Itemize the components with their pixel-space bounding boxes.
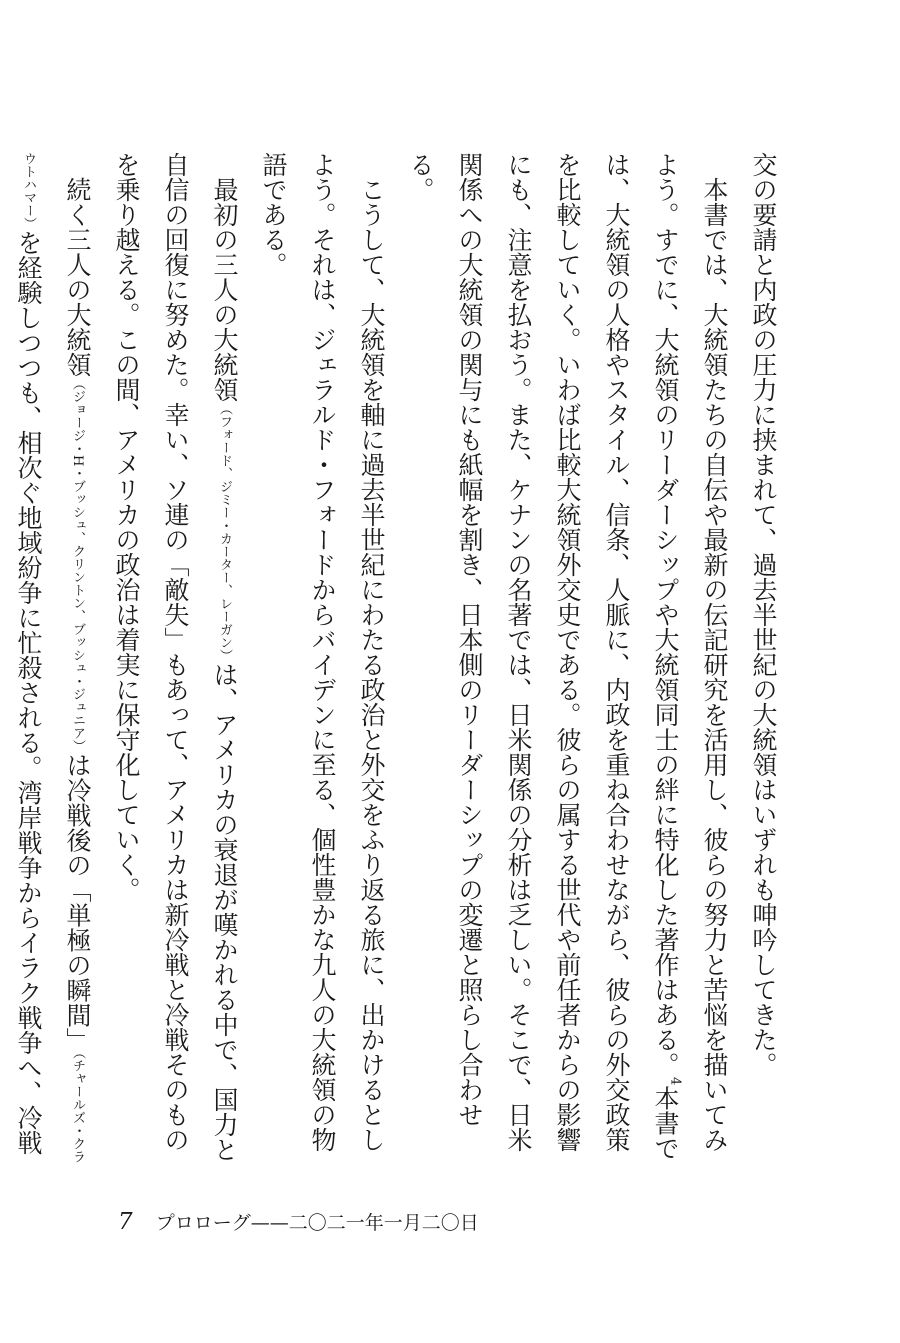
- vertical-body-text: [14, 152, 788, 1172]
- inline-note-krauthammer: （チャールズ・クラウトハマー）: [21, 152, 85, 1163]
- text-run: は、アメリカの衰退が嘆かれる中で、国力と自信の回復に努めた。幸い、ソ連の「敵失」もあって、アメリカは新冷戦と冷戦そのものを乗り越える。この間、アメリカの政治は着実に保守化していく。: [112, 152, 239, 1162]
- text-run: 本書では、大統領たちの自伝や最新の伝記研究を活用し、彼らの努力と苦悩を描いてみよう。すでに、大統領のリーダーシップや大統領同士の絆に特化した著作はある。: [651, 152, 729, 1152]
- text-run: 本書では、大統領の人格やスタイル、信条、人脈に、内政を重ね合わせながら、彼らの外交政策を比較していく。いわば比較大統領外交史である。彼らの属する世代や前任者からの影響にも、注意を払おう。また、ケナンの名著では、日米関係の分析は乏しい。そこで、日米関係への大統領の関与にも紙幅を割き、日本側のリーダーシップの変遷と照らし合わせる。: [406, 152, 680, 1161]
- text-run: 続く三人の大統領: [63, 152, 92, 377]
- footnote-ref-4: 4: [667, 1077, 683, 1086]
- paragraph-2: [396, 152, 739, 1172]
- paragraph-1: [739, 152, 788, 1172]
- text-run: を経験しつつも、相次ぐ地域紛争に忙殺される。湾岸戦争からイラク戦争へ、冷戦: [14, 230, 43, 1155]
- page-footer: [118, 1208, 479, 1235]
- text-run: 最初の三人の大統領: [210, 152, 239, 402]
- running-head: プロローグ——二〇二一年一月二〇日: [155, 1212, 479, 1234]
- text-run: こうして、大統領を軸に過去半世紀にわたる政治と外交をふり返る旅に、出かけるとしよう。それは、ジェラルド・フォードからバイデンに至る、個性豊かな九人の大統領の物語である。: [259, 152, 386, 1152]
- paragraph-4: [102, 152, 249, 1172]
- text-run: 交の要請と内政の圧力に挟まれて、過去半世紀の大統領はいずれも呻吟してきた。: [749, 152, 778, 1077]
- inline-note-presidents-2: （ジョージ・H・ブッシュ、クリントン、ブッシュ・ジュニア）: [70, 377, 85, 753]
- paragraph-3: [249, 152, 396, 1172]
- inline-note-presidents-1: （フォード、ジミー・カーター、レーガン）: [217, 402, 232, 662]
- page-number: 7: [118, 1209, 133, 1235]
- paragraph-5: [0, 152, 102, 1172]
- text-run: は冷戦後の「単極の瞬間」: [63, 752, 92, 1053]
